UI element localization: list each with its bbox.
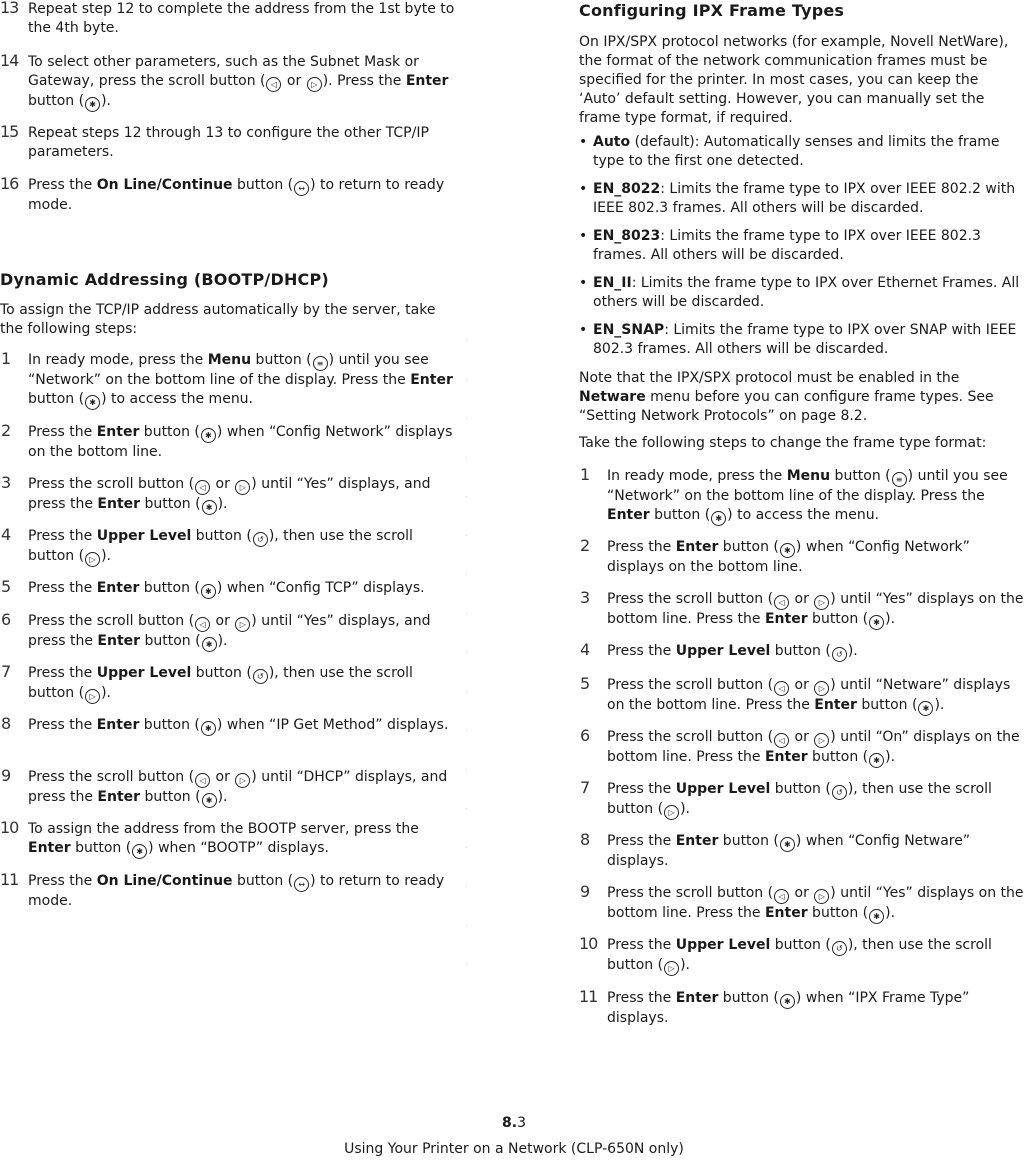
enter-icon: ✱ bbox=[780, 543, 795, 558]
section-heading-dynamic-addressing: Dynamic Addressing (BOOTP/DHCP) bbox=[0, 270, 329, 289]
step-text: ) when “Config Network” displays on the bottom line. bbox=[607, 539, 970, 575]
frame-type-description: : Limits the frame type to IPX over SNAP with IEEE 802.3 frames. All others will be discarded. bbox=[593, 322, 1017, 357]
page-number-chapter: 8. bbox=[502, 1115, 518, 1131]
step-text: ), then use the scroll button ( bbox=[607, 781, 992, 817]
frame-type-name: Auto bbox=[593, 134, 631, 150]
step-text: ) until “DHCP” displays, and press the bbox=[28, 769, 448, 805]
step-text: ) to return to ready mode. bbox=[28, 873, 445, 909]
step-text: ) until “On” displays on the bottom line. Press the bbox=[607, 729, 1020, 765]
bold-term: Enter bbox=[675, 990, 719, 1006]
step-text: To assign the address from the BOOTP server, press the bbox=[28, 821, 419, 837]
scroll-right-icon: ▷ bbox=[235, 617, 250, 632]
step-number: 7 bbox=[1, 662, 12, 681]
page-footer-caption: Using Your Printer on a Network (CLP-650N only) bbox=[344, 1141, 684, 1157]
section-intro: To assign the TCP/IP address automatically by the server, take the following steps: bbox=[0, 302, 436, 337]
note-paragraph bbox=[579, 369, 1024, 426]
step-text: Repeat steps 12 through 13 to configure the other TCP/IP parameters. bbox=[28, 125, 429, 160]
step-text: or bbox=[790, 729, 814, 745]
scroll-left-icon: ◁ bbox=[195, 773, 210, 788]
scroll-left-icon: ◁ bbox=[774, 681, 789, 696]
bold-term: Upper Level bbox=[675, 781, 771, 797]
step-text: or bbox=[282, 73, 306, 89]
bold-term: Enter bbox=[28, 840, 71, 856]
step-text: ) when “Config Network” displays on the bottom line. bbox=[28, 424, 453, 460]
bold-term: Enter bbox=[96, 424, 140, 440]
online-continue-icon: ↔ bbox=[294, 181, 309, 196]
step-text: ). bbox=[680, 957, 691, 973]
frame-type-bullet bbox=[579, 274, 1024, 312]
enter-icon: ✱ bbox=[202, 793, 217, 808]
step-text: ). bbox=[101, 685, 112, 701]
note-text: Note that the IPX/SPX protocol must be enabled in the bbox=[579, 370, 960, 386]
step-text: button ( bbox=[28, 93, 85, 109]
step-13 bbox=[0, 0, 458, 38]
step-text: In ready mode, press the bbox=[607, 468, 787, 484]
scroll-right-icon: ▷ bbox=[235, 773, 250, 788]
step-number: 11 bbox=[0, 870, 19, 889]
step-number: 6 bbox=[580, 726, 591, 745]
bold-term: Upper Level bbox=[675, 937, 771, 953]
frame-type-description: : Limits the frame type to IPX over IEEE 802.3 frames. All others will be discarded. bbox=[593, 228, 981, 263]
step-text: button ( bbox=[191, 665, 252, 681]
bold-term: Upper Level bbox=[96, 665, 192, 681]
step-number: 3 bbox=[580, 588, 591, 607]
dhcp-step-10 bbox=[0, 820, 458, 859]
upper-level-icon: ↺ bbox=[832, 647, 847, 662]
step-text: ) until “Yes” displays on the bottom line. Press the bbox=[607, 885, 1024, 921]
enter-icon: ✱ bbox=[869, 615, 884, 630]
step-text: ). bbox=[217, 496, 228, 512]
dhcp-step-7 bbox=[0, 664, 458, 704]
bold-term: On Line/Continue bbox=[96, 177, 233, 193]
step-text: button ( bbox=[807, 611, 869, 627]
step-number: 10 bbox=[0, 818, 19, 837]
step-text: ). bbox=[101, 548, 112, 564]
menu-icon: ≡ bbox=[313, 356, 328, 371]
step-text: ). bbox=[680, 801, 691, 817]
frame-type-description: (default): Automatically senses and limits the frame type to the first one detected. bbox=[593, 134, 1000, 169]
step-number: 14 bbox=[0, 51, 19, 70]
step-text: Press the scroll button ( bbox=[28, 476, 195, 492]
step-text: Press the bbox=[607, 643, 676, 659]
step-text: Press the bbox=[607, 539, 676, 555]
dhcp-step-1 bbox=[0, 351, 458, 410]
bold-term: Netware bbox=[579, 389, 646, 405]
step-text: button ( bbox=[140, 496, 201, 512]
enter-icon: ✱ bbox=[918, 701, 933, 716]
step-text: Press the scroll button ( bbox=[28, 613, 195, 629]
step-text: Press the bbox=[28, 528, 97, 544]
bold-term: Enter bbox=[96, 580, 140, 596]
scroll-left-icon: ◁ bbox=[195, 480, 210, 495]
scroll-right-icon: ▷ bbox=[814, 733, 829, 748]
step-text: Press the scroll button ( bbox=[607, 729, 774, 745]
ipx-step-8 bbox=[579, 832, 1024, 871]
step-text: ) when “BOOTP” displays. bbox=[148, 840, 329, 856]
scroll-right-icon: ▷ bbox=[235, 480, 250, 495]
frame-type-bullet bbox=[579, 321, 1024, 359]
step-text: ) when “IPX Frame Type” displays. bbox=[607, 990, 970, 1026]
bold-term: Enter bbox=[97, 789, 141, 805]
step-text: button ( bbox=[718, 539, 779, 555]
scroll-right-icon: ▷ bbox=[85, 689, 100, 704]
step-text: ) to return to ready mode. bbox=[28, 177, 445, 213]
enter-icon: ✱ bbox=[869, 753, 884, 768]
enter-icon: ✱ bbox=[869, 909, 884, 924]
step-number: 5 bbox=[1, 577, 12, 596]
step-text: button ( bbox=[70, 840, 132, 856]
step-text: Press the bbox=[28, 177, 97, 193]
step-text: Press the bbox=[607, 833, 676, 849]
step-number: 2 bbox=[580, 536, 591, 555]
step-text: or bbox=[211, 769, 235, 785]
enter-icon: ✱ bbox=[85, 97, 100, 112]
step-number: 11 bbox=[579, 987, 598, 1006]
dhcp-step-4 bbox=[0, 527, 458, 567]
dhcp-step-9 bbox=[0, 768, 458, 808]
bold-term: Enter bbox=[405, 73, 449, 89]
frame-type-bullet bbox=[579, 180, 1024, 218]
scroll-left-icon: ◁ bbox=[195, 617, 210, 632]
step-text: ) until “Yes” displays on the bottom line. Press the bbox=[607, 591, 1024, 627]
dhcp-step-6 bbox=[0, 612, 458, 652]
bold-term: Enter bbox=[410, 372, 453, 388]
bold-term: Enter bbox=[764, 611, 808, 627]
bold-term: Enter bbox=[96, 717, 140, 733]
enter-icon: ✱ bbox=[202, 637, 217, 652]
step-text: Repeat step 12 to complete the address from the 1st byte to the 4th byte. bbox=[28, 1, 455, 36]
step-text: ), then use the scroll button ( bbox=[607, 937, 992, 973]
step-number: 16 bbox=[0, 174, 19, 193]
step-text: Press the bbox=[607, 781, 676, 797]
online-continue-icon: ↔ bbox=[294, 877, 309, 892]
step-text: ) until you see “Network” on the bottom line of the display. Press the bbox=[607, 468, 1008, 504]
step-number: 5 bbox=[580, 674, 591, 693]
frame-type-bullet bbox=[579, 133, 1024, 171]
step-text: Press the bbox=[28, 580, 97, 596]
step-text: button ( bbox=[718, 833, 779, 849]
step-text: Press the scroll button ( bbox=[28, 769, 195, 785]
frame-type-name: EN_8022 bbox=[593, 181, 661, 197]
step-number: 15 bbox=[0, 122, 19, 141]
step-text: To select other parameters, such as the Subnet Mask or Gateway, press the scroll button ( bbox=[28, 54, 419, 89]
step-text: Press the scroll button ( bbox=[607, 885, 774, 901]
enter-icon: ✱ bbox=[85, 395, 100, 410]
step-text: ). bbox=[217, 633, 228, 649]
step-text: ). bbox=[934, 697, 945, 713]
scroll-right-icon: ▷ bbox=[307, 77, 322, 92]
ipx-step-1 bbox=[579, 467, 1024, 526]
step-text: button ( bbox=[770, 781, 831, 797]
step-text: ). bbox=[217, 789, 228, 805]
step-text: ) when “IP Get Method” displays. bbox=[216, 717, 449, 733]
dhcp-step-2 bbox=[0, 423, 458, 462]
scroll-left-icon: ◁ bbox=[774, 733, 789, 748]
step-text: button ( bbox=[770, 643, 831, 659]
frame-type-description: : Limits the frame type to IPX over Ethernet Frames. All others will be discarded. bbox=[593, 275, 1020, 310]
scroll-left-icon: ◁ bbox=[774, 889, 789, 904]
step-text: Press the bbox=[607, 937, 676, 953]
step-text: or bbox=[211, 613, 235, 629]
ipx-step-7 bbox=[579, 780, 1024, 820]
enter-icon: ✱ bbox=[201, 584, 216, 599]
step-number: 4 bbox=[1, 525, 12, 544]
ipx-step-9 bbox=[579, 884, 1024, 924]
step-text: or bbox=[790, 677, 814, 693]
note-text: menu before you can configure frame types. See “Setting Network Protocols” on page 8.2. bbox=[579, 389, 994, 424]
step-15 bbox=[0, 124, 458, 162]
bold-term: Upper Level bbox=[96, 528, 192, 544]
step-number: 3 bbox=[1, 473, 12, 492]
enter-icon: ✱ bbox=[202, 500, 217, 515]
step-text: button ( bbox=[232, 873, 294, 889]
step-number: 4 bbox=[580, 640, 591, 659]
step-text: button ( bbox=[191, 528, 252, 544]
step-text: button ( bbox=[770, 937, 831, 953]
step-number: 10 bbox=[579, 934, 598, 953]
bold-term: On Line/Continue bbox=[96, 873, 233, 889]
step-text: ). bbox=[885, 611, 896, 627]
step-text: button ( bbox=[718, 990, 779, 1006]
step-text: In ready mode, press the bbox=[28, 352, 208, 368]
bold-term: Enter bbox=[675, 539, 719, 555]
frame-type-bullet bbox=[579, 227, 1024, 265]
step-number: 1 bbox=[1, 349, 12, 368]
enter-icon: ✱ bbox=[201, 721, 216, 736]
upper-level-icon: ↺ bbox=[253, 532, 268, 547]
step-number: 9 bbox=[580, 882, 591, 901]
step-text: button ( bbox=[807, 749, 869, 765]
section-heading-ipx-frame-types: Configuring IPX Frame Types bbox=[579, 1, 845, 20]
step-number: 13 bbox=[0, 0, 19, 17]
step-number: 6 bbox=[1, 610, 12, 629]
step-text: ). bbox=[885, 905, 896, 921]
step-text: or bbox=[211, 476, 235, 492]
upper-level-icon: ↺ bbox=[832, 941, 847, 956]
step-text: button ( bbox=[251, 352, 312, 368]
frame-type-description: : Limits the frame type to IPX over IEEE 802.2 with IEEE 802.3 frames. All others will be discarded. bbox=[593, 181, 1016, 216]
step-number: 1 bbox=[580, 465, 591, 484]
frame-type-name: EN_8023 bbox=[593, 228, 661, 244]
step-text: Press the scroll button ( bbox=[607, 677, 774, 693]
step-text: button ( bbox=[830, 468, 891, 484]
step-text: ) when “Config Netware” displays. bbox=[607, 833, 971, 869]
step-number: 9 bbox=[1, 766, 12, 785]
step-text: Press the bbox=[607, 990, 676, 1006]
step-text: button ( bbox=[139, 580, 200, 596]
upper-level-icon: ↺ bbox=[832, 785, 847, 800]
step-text: ). bbox=[847, 643, 858, 659]
page-number-page: 3 bbox=[517, 1115, 526, 1131]
bold-term: Menu bbox=[786, 468, 831, 484]
step-text: button ( bbox=[140, 633, 201, 649]
section-intro: On IPX/SPX protocol networks (for example, Novell NetWare), the format of the network communication frames must be specified for the printer. In most cases, you can keep the ‘Auto’ default setting. However, you can manually set the frame type format, if required. bbox=[579, 34, 1009, 126]
gutter-marks bbox=[466, 340, 467, 1000]
step-text: Press the scroll button ( bbox=[607, 591, 774, 607]
frame-type-name: EN_II bbox=[593, 275, 632, 291]
step-text: Press the bbox=[28, 424, 97, 440]
step-text: ) until “Yes” displays, and press the bbox=[28, 613, 431, 649]
bold-term: Upper Level bbox=[675, 643, 771, 659]
scroll-right-icon: ▷ bbox=[664, 805, 679, 820]
step-number: 2 bbox=[1, 421, 12, 440]
page-number bbox=[0, 1114, 1028, 1133]
bold-term: Enter bbox=[97, 633, 141, 649]
enter-icon: ✱ bbox=[132, 844, 147, 859]
step-text: Press the bbox=[28, 873, 97, 889]
step-text: Press the bbox=[28, 717, 97, 733]
frame-type-name: EN_SNAP bbox=[593, 322, 665, 338]
step-text: or bbox=[790, 591, 814, 607]
bold-term: Enter bbox=[607, 507, 650, 523]
bold-term: Enter bbox=[814, 697, 857, 713]
step-text: ) until you see “Network” on the bottom line of the display. Press the bbox=[28, 352, 429, 388]
bold-term: Enter bbox=[764, 905, 808, 921]
bold-term: Enter bbox=[764, 749, 808, 765]
ipx-step-2 bbox=[579, 538, 1024, 577]
step-number: 8 bbox=[1, 714, 12, 733]
scroll-right-icon: ▷ bbox=[664, 961, 679, 976]
scroll-right-icon: ▷ bbox=[814, 595, 829, 610]
dhcp-step-5 bbox=[0, 579, 425, 599]
step-text: button ( bbox=[28, 391, 85, 407]
step-text: Press the bbox=[28, 665, 97, 681]
step-text: button ( bbox=[807, 905, 869, 921]
scroll-right-icon: ▷ bbox=[814, 889, 829, 904]
step-14 bbox=[0, 53, 458, 112]
dhcp-step-11 bbox=[0, 872, 458, 911]
enter-icon: ✱ bbox=[201, 428, 216, 443]
dhcp-step-8 bbox=[0, 716, 448, 736]
step-text: or bbox=[790, 885, 814, 901]
step-text: button ( bbox=[856, 697, 918, 713]
step-text: ) until “Yes” displays, and press the bbox=[28, 476, 431, 512]
step-text: ) to access the menu. bbox=[101, 391, 254, 407]
step-text: ). bbox=[885, 749, 896, 765]
enter-icon: ✱ bbox=[780, 994, 795, 1009]
step-text: button ( bbox=[139, 424, 200, 440]
step-16 bbox=[0, 176, 458, 215]
step-text: button ( bbox=[232, 177, 294, 193]
ipx-step-3 bbox=[579, 590, 1024, 630]
ipx-step-5 bbox=[579, 676, 1024, 716]
bold-term: Menu bbox=[207, 352, 252, 368]
ipx-step-6 bbox=[579, 728, 1024, 768]
enter-icon: ✱ bbox=[780, 837, 795, 852]
bold-term: Enter bbox=[675, 833, 719, 849]
step-text: ). bbox=[101, 93, 112, 109]
scroll-left-icon: ◁ bbox=[774, 595, 789, 610]
steps-lead-in: Take the following steps to change the frame type format: bbox=[579, 435, 987, 451]
menu-icon: ≡ bbox=[892, 472, 907, 487]
ipx-step-4 bbox=[579, 642, 858, 662]
step-text: ) when “Config TCP” displays. bbox=[216, 580, 425, 596]
scroll-right-icon: ▷ bbox=[85, 552, 100, 567]
step-text: button ( bbox=[649, 507, 711, 523]
step-text: button ( bbox=[140, 789, 201, 805]
dhcp-step-3 bbox=[0, 475, 458, 515]
step-text: ) until “Netware” displays on the bottom line. Press the bbox=[607, 677, 1011, 713]
enter-icon: ✱ bbox=[711, 511, 726, 526]
step-text: ), then use the scroll button ( bbox=[28, 665, 413, 701]
step-text: button ( bbox=[139, 717, 200, 733]
bold-term: Enter bbox=[97, 496, 141, 512]
upper-level-icon: ↺ bbox=[253, 669, 268, 684]
step-text: ), then use the scroll button ( bbox=[28, 528, 413, 564]
step-number: 8 bbox=[580, 830, 591, 849]
ipx-step-11 bbox=[579, 989, 1024, 1028]
scroll-right-icon: ▷ bbox=[814, 681, 829, 696]
ipx-step-10 bbox=[579, 936, 1024, 976]
step-number: 7 bbox=[580, 778, 591, 797]
scroll-left-icon: ◁ bbox=[266, 77, 281, 92]
step-text: ) to access the menu. bbox=[727, 507, 880, 523]
step-text: ). Press the bbox=[322, 73, 406, 89]
